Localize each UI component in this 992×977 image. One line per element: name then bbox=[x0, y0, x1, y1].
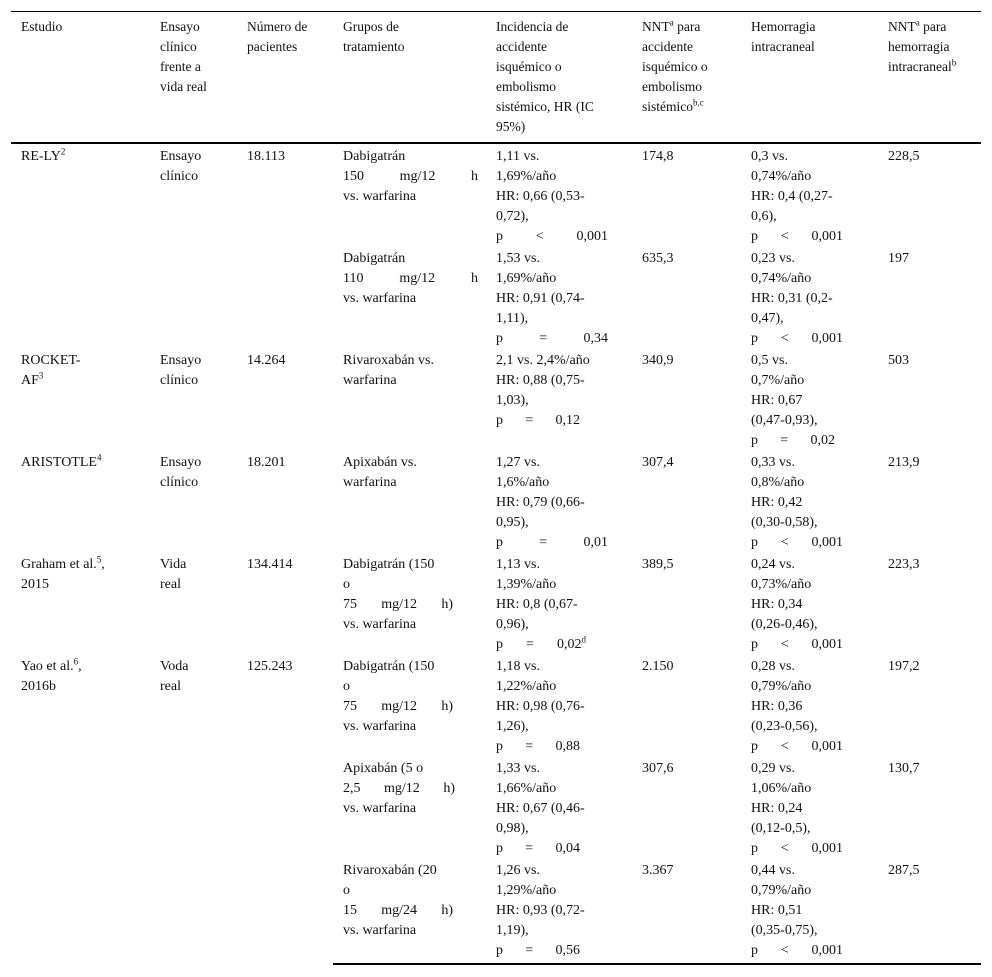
nnt-cell: 174,8 bbox=[642, 149, 674, 164]
hemorrhage-cell: 0,44 vs. 0,79%/año HR: 0,51 (0,35-0,75), p < 0,001 bbox=[741, 859, 878, 964]
hemorrhage-cell: 0,28 vs. 0,79%/año HR: 0,36 (0,23-0,56), p < 0,001 bbox=[751, 659, 843, 754]
study-cell: $RE-LY^2$ bbox=[21, 146, 66, 164]
anticoagulant-comparison-table bbox=[11, 11, 981, 965]
groups-cell: Apixabán (5 o 2,5 mg/12 h) vs. warfarina bbox=[343, 761, 455, 816]
header-nnt-hemorragia: NNT$^a$ para hemorragia intracraneal$^b$ bbox=[878, 12, 981, 144]
nnt2-cell: 503 bbox=[888, 353, 909, 368]
header-incidencia: Incidencia de accidente isquémico o embolismo sistémico, HR (IC 95%) bbox=[486, 12, 632, 144]
incidence-cell: 1,11 vs. 1,69%/año HR: 0,66 (0,53- 0,72), p < 0,001 bbox=[496, 149, 608, 244]
nnt2-cell: 223,3 bbox=[888, 557, 920, 572]
nnt2-cell: 213,9 bbox=[888, 455, 920, 470]
patients-cell: 18.113 bbox=[247, 149, 285, 164]
incidence-cell: 1,33 vs. 1,66%/año HR: 0,67 (0,46- 0,98), p = 0,04 bbox=[496, 761, 585, 856]
header-estudio: Estudio bbox=[11, 12, 150, 144]
incidence-cell: 1,53 vs. 1,69%/año HR: 0,91 (0,74- 1,11), p = 0,34 bbox=[496, 251, 608, 346]
study-cell: Graham et al.$^5$, 2015 bbox=[21, 554, 105, 592]
hemorrhage-cell: 0,5 vs. 0,7%/año HR: 0,67 (0,47-0,93), p = 0,02 bbox=[751, 353, 835, 448]
incidence-cell: 2,1 vs. 2,4%/año HR: 0,88 (0,75- 1,03), p = 0,12 bbox=[496, 353, 590, 428]
groups-cell: Apixabán vs. warfarina bbox=[343, 455, 417, 490]
nnt-cell: 635,3 bbox=[642, 251, 674, 266]
nnt2-cell: 197 bbox=[888, 251, 909, 266]
groups-cell: Dabigatrán 150 mg/12 h vs. warfarina bbox=[343, 149, 478, 204]
hemorrhage-cell: 0,29 vs. 1,06%/año HR: 0,24 (0,12-0,5), p < 0,001 bbox=[751, 761, 843, 856]
header-nnt-isquemico: NNT$^a$ para accidente isquémico o embolismo sistémico$^{b,c}$ bbox=[632, 12, 741, 144]
incidence-cell: 1,13 vs. 1,39%/año HR: 0,8 (0,67- 0,96), p = 0,02$^d$ bbox=[496, 557, 586, 652]
nnt2-cell: 130,7 bbox=[888, 761, 920, 776]
header-hemorragia: Hemorragia intracraneal bbox=[741, 12, 878, 144]
groups-cell: Rivaroxabán (20 o 15 mg/24 h) vs. warfarina bbox=[333, 859, 486, 964]
type-cell: Ensayo clínico bbox=[160, 149, 202, 184]
study-cell: Yao et al.$^6$, 2016b bbox=[21, 656, 82, 694]
groups-cell: Dabigatrán (150 o 75 mg/12 h) vs. warfarina bbox=[343, 557, 453, 632]
study-cell: ARISTOTLE$^4$ bbox=[21, 452, 102, 470]
patients-cell: 18.201 bbox=[247, 455, 286, 470]
header-ensayo: Ensayo clínico frente a vida real bbox=[150, 12, 237, 144]
table-row bbox=[11, 655, 981, 757]
nnt-cell: 340,9 bbox=[642, 353, 674, 368]
type-cell: Ensayo clínico bbox=[160, 455, 202, 490]
nnt-cell: 3.367 bbox=[632, 859, 741, 964]
incidence-cell: 1,26 vs. 1,29%/año HR: 0,93 (0,72- 1,19), p = 0,56 bbox=[486, 859, 632, 964]
patients-cell: 14.264 bbox=[247, 353, 286, 368]
nnt2-cell: 287,5 bbox=[878, 859, 981, 964]
groups-cell: Dabigatrán 110 mg/12 h vs. warfarina bbox=[343, 251, 478, 306]
hemorrhage-cell: 0,33 vs. 0,8%/año HR: 0,42 (0,30-0,58), p < 0,001 bbox=[751, 455, 843, 550]
table-row bbox=[11, 451, 981, 553]
patients-cell: 125.243 bbox=[247, 659, 293, 674]
incidence-cell: 1,18 vs. 1,22%/año HR: 0,98 (0,76- 1,26), p = 0,88 bbox=[496, 659, 585, 754]
header-row bbox=[11, 12, 981, 144]
header-grupos: Grupos de tratamiento bbox=[333, 12, 486, 144]
nnt-cell: 307,4 bbox=[642, 455, 674, 470]
patients-cell: 134.414 bbox=[247, 557, 293, 572]
groups-cell: Rivaroxabán vs. warfarina bbox=[343, 353, 434, 388]
header-pacientes: Número de pacientes bbox=[237, 12, 333, 144]
hemorrhage-cell: 0,3 vs. 0,74%/año HR: 0,4 (0,27- 0,6), p < 0,001 bbox=[751, 149, 843, 244]
type-cell: Vida real bbox=[160, 557, 187, 592]
hemorrhage-cell: 0,23 vs. 0,74%/año HR: 0,31 (0,2- 0,47), p < 0,001 bbox=[751, 251, 843, 346]
hemorrhage-cell: 0,24 vs. 0,73%/año HR: 0,34 (0,26-0,46), p < 0,001 bbox=[751, 557, 843, 652]
incidence-cell: 1,27 vs. 1,6%/año HR: 0,79 (0,66- 0,95), p = 0,01 bbox=[496, 455, 608, 550]
table-row bbox=[11, 143, 981, 247]
type-cell: Ensayo clínico bbox=[160, 353, 202, 388]
groups-cell: Dabigatrán (150 o 75 mg/12 h) vs. warfarina bbox=[343, 659, 453, 734]
study-cell: ROCKET- $AF^3$ bbox=[21, 353, 81, 388]
table-row bbox=[11, 553, 981, 655]
nnt-cell: 2.150 bbox=[642, 659, 674, 674]
type-cell: Voda real bbox=[160, 659, 189, 694]
table-row bbox=[11, 349, 981, 451]
nnt2-cell: 228,5 bbox=[888, 149, 920, 164]
nnt-cell: 307,6 bbox=[642, 761, 674, 776]
nnt2-cell: 197,2 bbox=[888, 659, 920, 674]
nnt-cell: 389,5 bbox=[642, 557, 674, 572]
